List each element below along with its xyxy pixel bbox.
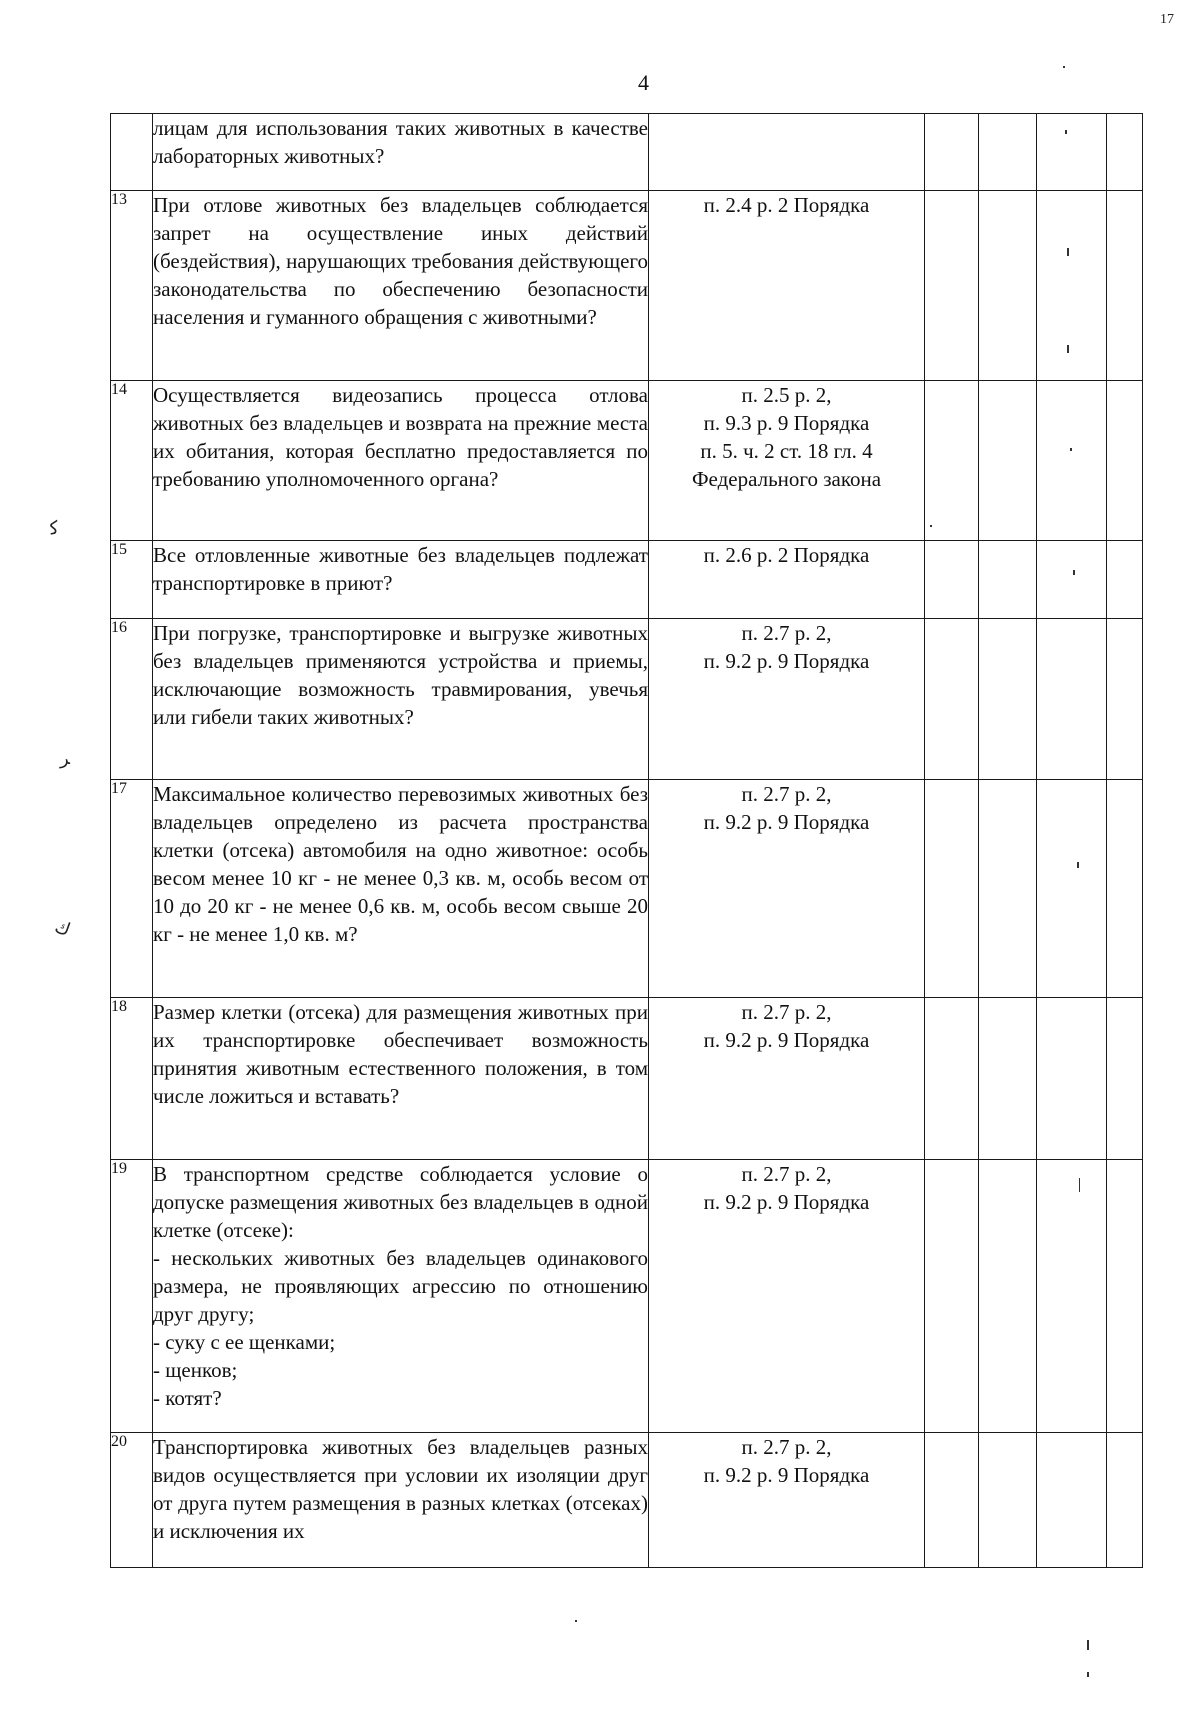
reference-line: п. 2.4 р. 2 Порядка xyxy=(703,193,870,217)
answer-cell-no xyxy=(979,381,1037,541)
answer-cell-na xyxy=(1037,1433,1107,1568)
reference-cell xyxy=(649,998,925,1160)
row-number xyxy=(111,114,153,191)
notes-cell xyxy=(1107,541,1143,619)
table-row xyxy=(111,1160,1143,1433)
answer-cell-yes xyxy=(925,541,979,619)
row-number: 14 xyxy=(111,381,153,541)
margin-scribble: ﺮ xyxy=(60,748,70,769)
row-number: 19 xyxy=(111,1160,153,1433)
reference-line: п. 9.2 р. 9 Порядка xyxy=(703,810,870,834)
answer-cell-na xyxy=(1037,1160,1107,1433)
reference-cell xyxy=(649,1433,925,1568)
answer-cell-yes xyxy=(925,114,979,191)
notes-cell xyxy=(1107,1160,1143,1433)
answer-cell-yes xyxy=(925,1433,979,1568)
notes-cell xyxy=(1107,619,1143,780)
answer-cell-na xyxy=(1037,114,1107,191)
reference-line: п. 9.3 р. 9 Порядка xyxy=(703,411,870,435)
reference-line: Федерального закона xyxy=(691,467,882,491)
corner-handwritten-mark: 17 xyxy=(1160,12,1174,27)
reference-line: п. 9.2 р. 9 Порядка xyxy=(703,649,870,673)
answer-cell-na xyxy=(1037,998,1107,1160)
page-number: 4 xyxy=(638,70,649,95)
answer-cell-no xyxy=(979,191,1037,381)
reference-line: п. 2.5 р. 2, xyxy=(741,383,832,407)
reference-line: п. 9.2 р. 9 Порядка xyxy=(703,1190,870,1214)
answer-cell-yes xyxy=(925,619,979,780)
question-text: Транспортировка животных без владельцев разных видов осуществляется при условии их изоляции друг от друга путем размещения в разных клетках (отсеках) и исключения их xyxy=(153,1433,649,1568)
answer-cell-no xyxy=(979,114,1037,191)
notes-cell xyxy=(1107,191,1143,381)
question-lead: В транспортном средстве соблюдается условие о допуске размещения животных без владельцев в одной клетке (отсеке): xyxy=(153,1162,648,1242)
notes-cell xyxy=(1107,1433,1143,1568)
table-row xyxy=(111,541,1143,619)
reference-line: п. 2.7 р. 2, xyxy=(741,1162,832,1186)
table-row xyxy=(111,619,1143,780)
notes-cell xyxy=(1107,780,1143,998)
question-text: При погрузке, транспортировке и выгрузке животных без владельцев применяются устройства и приемы, исключающие возможность травмирования, увечья или гибели таких животных? xyxy=(153,619,649,780)
reference-cell xyxy=(649,114,925,191)
row-number: 18 xyxy=(111,998,153,1160)
question-text: Размер клетки (отсека) для размещения животных при их транспортировке обеспечивает возможность принятия животным естественного положения, в том числе ложиться и вставать? xyxy=(153,998,649,1160)
reference-cell xyxy=(649,780,925,998)
reference-cell xyxy=(649,541,925,619)
row-number: 20 xyxy=(111,1433,153,1568)
answer-cell-na xyxy=(1037,780,1107,998)
answer-cell-yes xyxy=(925,780,979,998)
table-row xyxy=(111,114,1143,191)
row-number: 15 xyxy=(111,541,153,619)
row-number: 17 xyxy=(111,780,153,998)
question-list-item: - щенков; xyxy=(153,1358,238,1382)
answer-cell-na xyxy=(1037,381,1107,541)
reference-line: п. 5. ч. 2 ст. 18 гл. 4 xyxy=(700,439,873,463)
question-text: Максимальное количество перевозимых животных без владельцев определено из расчета пространства клетки (отсека) автомобиля на одно животное: особь весом менее 10 кг - не менее 0,3 кв. м, особь весом от 10 до 20 кг - не менее 0,6 кв. м, особь весом свыше 20 кг - не менее 1,0 кв. м? xyxy=(153,780,649,998)
answer-cell-na xyxy=(1037,619,1107,780)
inspection-checklist-table xyxy=(110,113,1143,1568)
table-row xyxy=(111,1433,1143,1568)
reference-line: п. 2.7 р. 2, xyxy=(741,782,832,806)
reference-cell xyxy=(649,381,925,541)
answer-cell-no xyxy=(979,1433,1037,1568)
margin-scribble: ﮐ xyxy=(48,517,61,540)
row-number: 13 xyxy=(111,191,153,381)
answer-cell-yes xyxy=(925,1160,979,1433)
answer-cell-no xyxy=(979,541,1037,619)
reference-line: п. 2.7 р. 2, xyxy=(741,1000,832,1024)
reference-line: п. 2.7 р. 2, xyxy=(741,1435,832,1459)
reference-line: п. 2.6 р. 2 Порядка xyxy=(703,543,870,567)
reference-line: п. 2.7 р. 2, xyxy=(741,621,832,645)
table-row xyxy=(111,191,1143,381)
reference-cell xyxy=(649,1160,925,1433)
question-list-item: - суку с ее щенками; xyxy=(153,1330,336,1354)
answer-cell-no xyxy=(979,1160,1037,1433)
question-list-item: - котят? xyxy=(153,1386,222,1410)
question-list-item: - нескольких животных без владельцев одинакового размера, не проявляющих агрессию по отношению друг другу; xyxy=(153,1246,648,1326)
answer-cell-na xyxy=(1037,541,1107,619)
question-text: При отлове животных без владельцев соблюдается запрет на осуществление иных действий (бездействия), нарушающих требования действующего законодательства по обеспечению безопасности населения и гуманного обращения с животными? xyxy=(153,191,649,381)
table-row xyxy=(111,381,1143,541)
notes-cell xyxy=(1107,998,1143,1160)
table-row xyxy=(111,780,1143,998)
reference-cell xyxy=(649,619,925,780)
answer-cell-yes xyxy=(925,191,979,381)
answer-cell-no xyxy=(979,780,1037,998)
question-text: Все отловленные животные без владельцев подлежат транспортировке в приют? xyxy=(153,541,649,619)
answer-cell-no xyxy=(979,998,1037,1160)
answer-cell-no xyxy=(979,619,1037,780)
notes-cell xyxy=(1107,381,1143,541)
answer-cell-yes xyxy=(925,998,979,1160)
question-text xyxy=(153,1160,649,1433)
row-number: 16 xyxy=(111,619,153,780)
answer-cell-yes xyxy=(925,381,979,541)
question-text: Осуществляется видеозапись процесса отлова животных без владельцев и возврата на прежние места их обитания, которая бесплатно предоставляется по требованию уполномоченного органа? xyxy=(153,381,649,541)
answer-cell-na xyxy=(1037,191,1107,381)
question-text: лицам для использования таких животных в качестве лабораторных животных? xyxy=(153,114,649,191)
table-row xyxy=(111,998,1143,1160)
reference-line: п. 9.2 р. 9 Порядка xyxy=(703,1463,870,1487)
margin-scribble: ﻙ xyxy=(51,916,73,941)
reference-cell xyxy=(649,191,925,381)
reference-line: п. 9.2 р. 9 Порядка xyxy=(703,1028,870,1052)
notes-cell xyxy=(1107,114,1143,191)
